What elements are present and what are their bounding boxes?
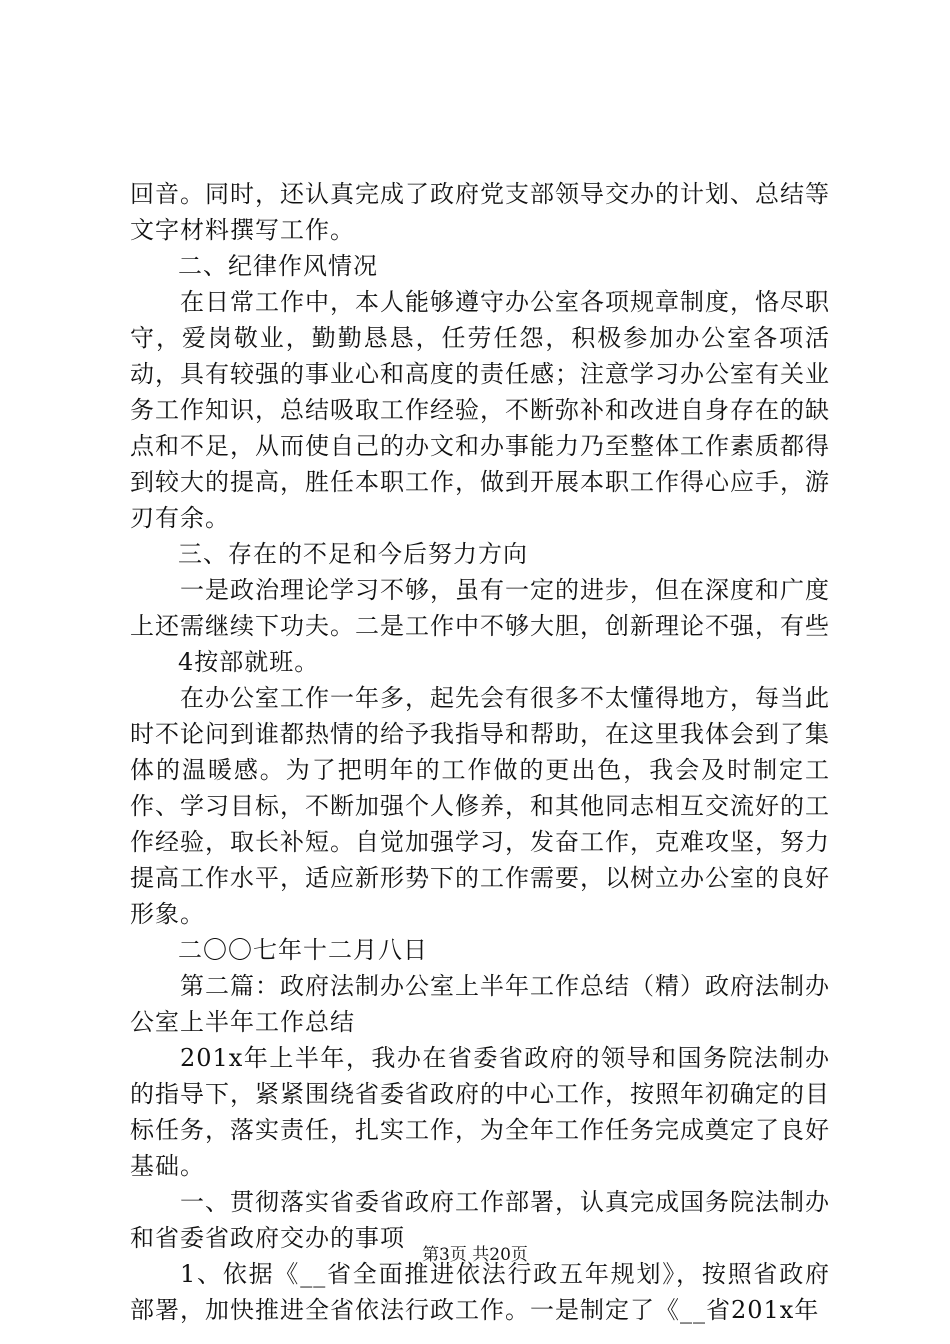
section-heading-shortcomings: 三、存在的不足和今后努力方向 xyxy=(178,540,528,568)
paragraph-summary: 201x年上半年，我办在省委省政府的领导和国务院法制办的指导下，紧紧围绕省委省政府的中心工作，按照年初确定的目标任务，落实责任，扎实工作，为全年工作任务完成奠定了良好基础。 xyxy=(130,1044,830,1180)
paragraph-continuation: 4按部就班。 xyxy=(178,648,320,676)
paragraph-improvement: 在办公室工作一年多，起先会有很多不太懂得地方，每当此时不论问到谁都热情的给予我指导和帮助，在这里我体会到了集体的温暖感。为了把明年的工作做的更出色，我会及时制定工作、学习目标，不断加强个人修养，和其他同志相互交流好的工作经验，取长补短。自觉加强学习，发奋工作，克难攻坚，努力提高工作水平，适应新形势下的工作需要，以树立办公室的良好形象。 xyxy=(130,684,830,928)
section-heading-implementation: 一、贯彻落实省委省政府工作部署，认真完成国务院法制办和省委省政府交办的事项 xyxy=(130,1188,830,1252)
chapter-two-title: 第二篇：政府法制办公室上半年工作总结（精）政府法制办公室上半年工作总结 xyxy=(130,972,830,1036)
paragraph-discipline: 在日常工作中，本人能够遵守办公室各项规章制度，恪尽职守，爱岗敬业，勤勤恳恳，任劳任怨，积极参加办公室各项活动，具有较强的事业心和高度的责任感；注意学习办公室有关业务工作知识，总结吸取工作经验，不断弥补和改进自身存在的缺点和不足，从而使自己的办文和办事能力乃至整体工作素质都得到较大的提高，胜任本职工作，做到开展本职工作得心应手，游刃有余。 xyxy=(130,288,830,532)
paragraph-1: 回音。同时，还认真完成了政府党支部领导交办的计划、总结等文字材料撰写工作。 xyxy=(130,180,830,244)
document-body xyxy=(130,176,830,1328)
section-heading-discipline: 二、纪律作风情况 xyxy=(178,252,378,280)
document-date: 二〇〇七年十二月八日 xyxy=(178,936,428,964)
paragraph-item-1: 1、依据《__省全面推进依法行政五年规划》，按照省政府部署，加快推进全省依法行政工作。一是制定了《__省201x年 xyxy=(130,1260,830,1324)
page-footer: 第3页 共20页 xyxy=(422,1245,528,1265)
paragraph-shortcomings: 一是政治理论学习不够，虽有一定的进步，但在深度和广度上还需继续下功夫。二是工作中不够大胆，创新理论不强，有些 xyxy=(130,576,830,640)
